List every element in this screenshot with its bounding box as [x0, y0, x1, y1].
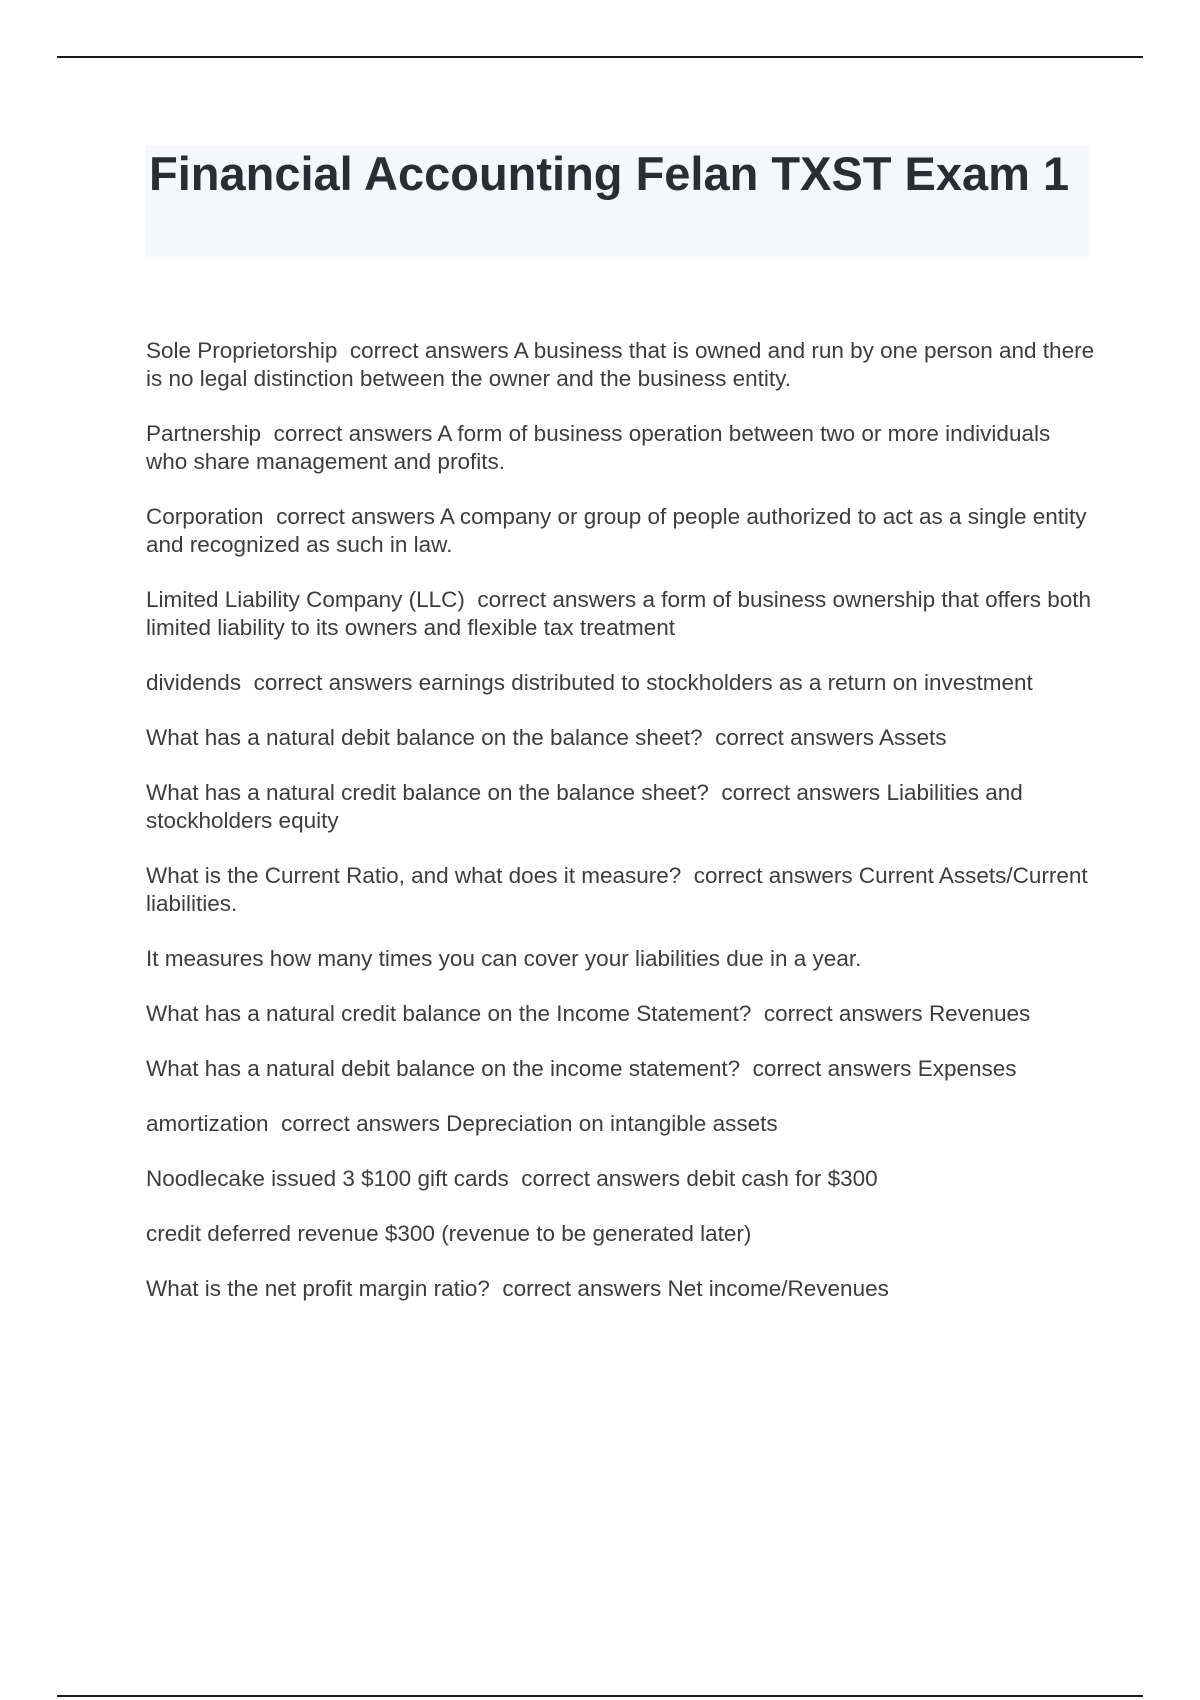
entry-answer: a form of business ownership that offers both limited liability to its owners and flexible tax treatment [146, 587, 1092, 640]
flashcard-entry [146, 1055, 1096, 1083]
entry-term: What is the net profit margin ratio? [146, 1276, 490, 1301]
entry-answer: Net income/Revenues [667, 1276, 889, 1301]
flashcard-entry [146, 779, 1096, 835]
correct-answers-marker: correct answers [273, 421, 433, 446]
entry-answer: A company or group of people authorized to act as a single entity and recognized as such in law. [146, 504, 1087, 557]
entry-answer: Current Assets/Current liabilities. [146, 863, 1088, 916]
entry-answer: Revenues [928, 1001, 1031, 1026]
entry-term: Noodlecake issued 3 $100 gift cards [146, 1166, 509, 1191]
correct-answers-marker: correct answers [253, 670, 413, 695]
entry-term: Limited Liability Company (LLC) [146, 587, 465, 612]
correct-answers-marker: correct answers [715, 725, 874, 750]
entry-term: What is the Current Ratio, and what does it measure? [146, 863, 682, 888]
entry-term: Sole Proprietorship [146, 338, 338, 363]
correct-answers-marker: correct answers [521, 1166, 681, 1191]
bottom-rule [57, 1695, 1143, 1697]
flashcard-entry [146, 1110, 1096, 1138]
correct-answers-marker: correct answers [763, 1001, 923, 1026]
flashcard-entry [146, 586, 1096, 642]
correct-answers-marker: correct answers [477, 587, 637, 612]
entry-term: What has a natural credit balance on the Income Statement? [146, 1001, 752, 1026]
entry-answer: Liabilities and stockholders equity [146, 780, 1023, 833]
flashcard-entry [146, 669, 1096, 697]
correct-answers-marker: correct answers [502, 1276, 662, 1301]
title-banner [145, 146, 1089, 257]
flashcard-entry [146, 337, 1096, 393]
top-rule [57, 56, 1143, 58]
entry-answer: credit deferred revenue $300 (revenue to be generated later) [146, 1221, 752, 1246]
flashcard-entry [146, 1275, 1096, 1303]
entry-term: What has a natural debit balance on the balance sheet? [146, 725, 703, 750]
entry-term: dividends [146, 670, 242, 695]
entry-answer: It measures how many times you can cover your liabilities due in a year. [146, 946, 862, 971]
flashcard-entry [146, 945, 1096, 973]
entry-term: amortization [146, 1111, 269, 1136]
entry-term: What has a natural credit balance on the balance sheet? [146, 780, 709, 805]
correct-answers-marker: correct answers [693, 863, 853, 888]
flashcard-entry [146, 1000, 1096, 1028]
entry-term: Partnership [146, 421, 262, 446]
flashcard-entry [146, 724, 1096, 752]
entry-term: What has a natural debit balance on the income statement? [146, 1056, 741, 1081]
entry-answer: Expenses [917, 1056, 1017, 1081]
correct-answers-marker: correct answers [281, 1111, 440, 1136]
entry-answer: earnings distributed to stockholders as a return on investment [418, 670, 1033, 695]
correct-answers-marker: correct answers [752, 1056, 912, 1081]
correct-answers-marker: correct answers [721, 780, 881, 805]
document-title: Financial Accounting Felan TXST Exam 1 [149, 147, 1070, 200]
correct-answers-marker: correct answers [349, 338, 509, 363]
entry-answer: debit cash for $300 [686, 1166, 878, 1191]
entry-term: Corporation [146, 504, 264, 529]
flashcard-entry [146, 420, 1096, 476]
entry-answer: A form of business operation between two or more individuals who share management and profits. [146, 421, 1051, 474]
flashcard-entry [146, 503, 1096, 559]
entry-answer: Depreciation on intangible assets [446, 1111, 778, 1136]
flashcard-entry [146, 862, 1096, 918]
entry-answer: A business that is owned and run by one person and there is no legal distinction between the owner and the business entity. [146, 338, 1095, 391]
flashcard-entry [146, 1220, 1096, 1248]
correct-answers-marker: correct answers [276, 504, 435, 529]
flashcard-list [146, 337, 1096, 1330]
entry-answer: Assets [878, 725, 947, 750]
flashcard-entry [146, 1165, 1096, 1193]
